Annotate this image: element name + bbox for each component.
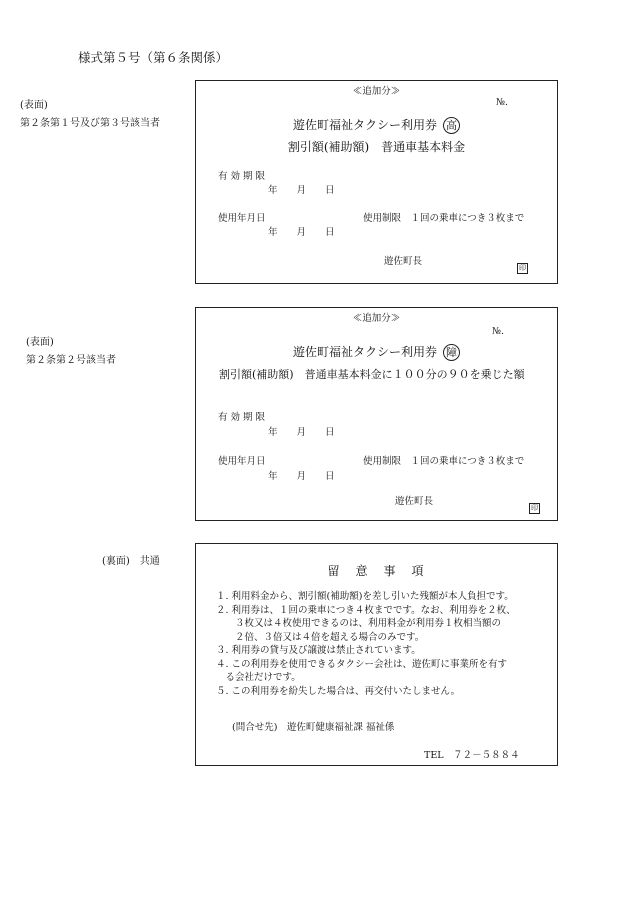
ticket2-title — [196, 343, 557, 361]
ticket1-validity-label: 有 効 期 限 — [218, 171, 266, 182]
note-item: ３枚又は４枚使用できるのは、利用料金が利用券１枚相当額の — [216, 618, 502, 629]
contact-info: (問合せ先) 遊佐町健康福祉課 福祉係 — [232, 722, 395, 733]
ticket2-added-label: ≪追加分≫ — [352, 313, 401, 324]
note-item: ２倍、３倍又は４倍を超える場合のみです。 — [216, 631, 425, 643]
ticket2-title-text: 遊佐町福祉タクシー利用券 — [292, 345, 437, 359]
ticket2-card — [195, 307, 558, 521]
ticket1-target-label: 第２条第１号及び第３号該当者 — [20, 118, 160, 129]
ticket2-number-label: №. — [492, 326, 505, 337]
ticket1-issuer: 遊佐町長 — [384, 256, 423, 267]
back-card — [195, 543, 558, 766]
notes-list — [216, 590, 516, 698]
ticket2-seal: 印 — [531, 504, 538, 512]
ticket1-use-date: 年 月 日 — [268, 227, 335, 238]
back-title: 留 意 事 項 — [327, 564, 426, 578]
ticket2-usage-limit: 使用制限 １回の乗車につき３枚まで — [363, 456, 525, 467]
ticket2-use-date-label: 使用年月日 — [218, 456, 266, 467]
note-item: ２. 利用券は、１回の乗車につき４枚までです。なお、利用券を２枚、 — [216, 604, 516, 616]
ticket2-side-label: (表面) — [26, 337, 54, 348]
ticket2-validity-date: 年 月 日 — [268, 427, 335, 438]
ticket1-validity-date: 年 月 日 — [268, 185, 335, 196]
ticket2-target-label: 第２条第２号該当者 — [26, 355, 116, 366]
ticket1-seal: 印 — [519, 264, 526, 272]
ticket1-card — [195, 80, 558, 284]
form-title: 様式第５号（第６条関係） — [78, 50, 229, 65]
ticket1-category-mark: 高 — [443, 117, 460, 134]
ticket1-discount: 割引額(補助額) 普通車基本料金 — [287, 140, 466, 154]
ticket1-number-label: №. — [496, 97, 509, 108]
ticket2-category-mark: 障 — [443, 344, 460, 361]
ticket2-issuer: 遊佐町長 — [395, 496, 434, 507]
note-item: １. 利用料金から、割引額(補助額)を差し引いた残額が本人負担です。 — [216, 591, 514, 602]
ticket2-discount: 割引額(補助額) 普通車基本料金に１００分の９０を乗じた額 — [219, 368, 525, 381]
ticket1-title-text: 遊佐町福祉タクシー利用券 — [292, 118, 437, 132]
ticket2-validity-label: 有 効 期 限 — [218, 412, 266, 423]
note-item: ５. この利用券を紛失した場合は、再交付いたしません。 — [216, 685, 461, 697]
ticket1-usage-limit: 使用制限 １回の乗車につき３枚まで — [363, 213, 525, 224]
note-item: ３. 利用券の貸与及び譲渡は禁止されています。 — [216, 645, 421, 656]
ticket1-use-date-label: 使用年月日 — [218, 213, 266, 224]
note-item: ４. この利用券を使用できるタクシー会社は、遊佐町に事業所を有す — [216, 658, 508, 670]
back-side-label: (裏面) 共通 — [102, 556, 160, 567]
ticket1-added-label: ≪追加分≫ — [352, 86, 401, 97]
ticket1-side-label: (表面) — [20, 100, 48, 111]
note-item: る会社だけです。 — [216, 672, 301, 683]
ticket2-use-date: 年 月 日 — [268, 471, 335, 482]
contact-tel: TEL ７２－５８８４ — [424, 750, 520, 761]
ticket1-title — [196, 116, 557, 134]
